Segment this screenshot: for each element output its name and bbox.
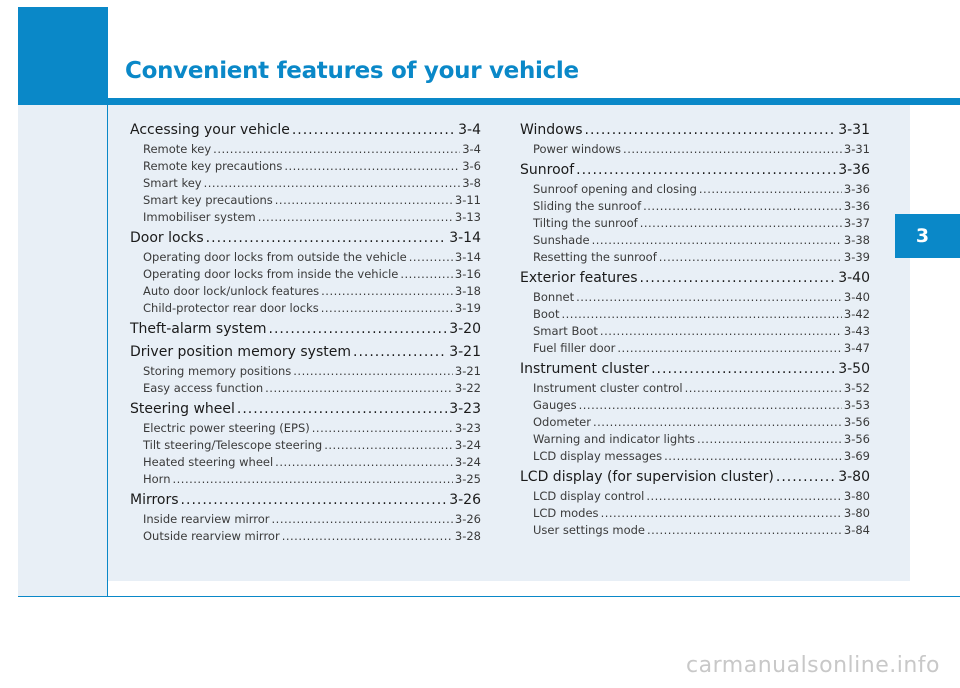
toc-section-title: Exterior features [520, 270, 638, 286]
toc-leader-dots [275, 193, 453, 207]
toc-entry-label: Smart key [143, 176, 202, 190]
toc-leader-dots [561, 307, 841, 321]
toc-section-title: Theft-alarm system [130, 321, 267, 337]
toc-leader-dots [213, 142, 460, 156]
toc-leader-dots [265, 381, 453, 395]
toc-entry-page: 3-8 [462, 176, 481, 190]
toc-entry[interactable] [520, 506, 870, 523]
watermark: carmanualsonline.info [686, 653, 940, 678]
toc-entry-label: Tilting the sunroof [533, 216, 638, 230]
toc-entry-page: 3-24 [454, 438, 481, 452]
toc-leader-dots [409, 250, 453, 264]
toc-entry-page: 3-80 [843, 506, 870, 520]
toc-section[interactable] [520, 122, 870, 142]
toc-section-page: 3-21 [449, 344, 481, 360]
toc-entry-label: LCD display messages [533, 449, 663, 463]
toc-section-title: Driver position memory system [130, 344, 351, 360]
toc-leader-dots [284, 159, 460, 173]
toc-entry[interactable] [130, 301, 481, 318]
toc-entry-page: 3-53 [843, 398, 870, 412]
toc-entry-label: Heated steering wheel [143, 455, 274, 469]
toc-entry[interactable] [520, 290, 870, 307]
toc-entry[interactable] [130, 364, 481, 381]
toc-entry-page: 3-25 [454, 472, 481, 486]
toc-leader-dots [579, 398, 842, 412]
toc-leader-dots [685, 381, 842, 395]
toc-leader-dots [646, 489, 842, 503]
toc-entry-label: Resetting the sunroof [533, 250, 657, 264]
toc-entry-page: 3-31 [843, 142, 870, 156]
toc-section-title: Windows [520, 122, 583, 138]
toc-entry[interactable] [520, 324, 870, 341]
toc-leader-dots [258, 210, 453, 224]
toc-entry-page: 3-24 [454, 455, 481, 469]
toc-entry-label: Instrument cluster control [533, 381, 683, 395]
toc-entry-label: Gauges [533, 398, 577, 412]
toc-leader-dots [600, 324, 842, 338]
toc-entry-label: Storing memory positions [143, 364, 292, 378]
toc-entry[interactable] [520, 432, 870, 449]
toc-entry-page: 3-47 [843, 341, 870, 355]
toc-section[interactable] [130, 230, 481, 250]
toc-entry[interactable] [520, 307, 870, 324]
toc-entry-label: Inside rearview mirror [143, 512, 270, 526]
toc-entry-label: User settings mode [533, 523, 645, 537]
toc-leader-dots [651, 361, 836, 377]
toc-entry-page: 3-11 [454, 193, 481, 207]
toc-leader-dots [282, 529, 453, 543]
toc-leader-dots [643, 199, 842, 213]
toc-entry-label: Sunshade [533, 233, 590, 247]
toc-section-page: 3-4 [458, 122, 481, 138]
toc-entry-page: 3-80 [843, 489, 870, 503]
toc-leader-dots [647, 523, 842, 537]
toc-entry[interactable] [130, 267, 481, 284]
toc-entry[interactable] [520, 182, 870, 199]
toc-entry-page: 3-38 [843, 233, 870, 247]
toc-section-page: 3-26 [449, 492, 481, 508]
toc-entry-label: Odometer [533, 415, 591, 429]
toc-section[interactable] [130, 401, 481, 421]
toc-entry-page: 3-14 [454, 250, 481, 264]
toc-leader-dots [617, 341, 841, 355]
toc-entry-label: Remote key [143, 142, 212, 156]
toc-entry[interactable] [520, 523, 870, 540]
toc-entry-label: Easy access function [143, 381, 264, 395]
toc-entry-label: Horn [143, 472, 171, 486]
toc-section-page: 3-23 [449, 401, 481, 417]
toc-leader-dots [592, 233, 842, 247]
toc-entry-page: 3-36 [843, 182, 870, 196]
toc-leader-dots [275, 455, 453, 469]
toc-entry[interactable] [520, 233, 870, 250]
toc-section[interactable] [520, 270, 870, 290]
toc-entry-page: 3-56 [843, 415, 870, 429]
toc-entry-label: Operating door locks from inside the vehicle [143, 267, 399, 281]
toc-entry[interactable] [130, 210, 481, 227]
toc-leader-dots [776, 469, 836, 485]
toc-entry[interactable] [130, 421, 481, 438]
toc-entry[interactable] [130, 193, 481, 210]
toc-entry-label: LCD display control [533, 489, 645, 503]
toc-section[interactable] [130, 492, 481, 512]
toc-entry-label: Power windows [533, 142, 622, 156]
toc-section-title: Sunroof [520, 162, 575, 178]
toc-section[interactable] [520, 469, 870, 489]
page-header [108, 7, 960, 105]
toc-left-column [130, 122, 481, 546]
toc-section-title: Mirrors [130, 492, 179, 508]
toc-entry[interactable] [130, 472, 481, 489]
toc-leader-dots [293, 364, 453, 378]
toc-entry-page: 3-28 [454, 529, 481, 543]
toc-entry[interactable] [130, 381, 481, 398]
toc-leader-dots [400, 267, 453, 281]
toc-leader-dots [659, 250, 842, 264]
toc-leader-dots [321, 301, 453, 315]
toc-leader-dots [204, 176, 461, 190]
toc-entry-page: 3-21 [454, 364, 481, 378]
chapter-side-bar [18, 7, 108, 597]
toc-leader-dots [173, 472, 453, 486]
toc-leader-dots [272, 512, 453, 526]
toc-entry-page: 3-56 [843, 432, 870, 446]
toc-entry-page: 3-19 [454, 301, 481, 315]
toc-entry-page: 3-43 [843, 324, 870, 338]
toc-leader-dots [292, 122, 456, 138]
toc-entry-page: 3-42 [843, 307, 870, 321]
toc-section-title: Accessing your vehicle [130, 122, 290, 138]
chapter-tab[interactable] [895, 214, 960, 258]
toc-entry-label: Boot [533, 307, 560, 321]
toc-section-title: Instrument cluster [520, 361, 650, 377]
toc-entry-page: 3-23 [454, 421, 481, 435]
toc-entry-page: 3-36 [843, 199, 870, 213]
toc-entry-label: Auto door lock/unlock features [143, 284, 320, 298]
toc-leader-dots [699, 182, 842, 196]
toc-entry[interactable] [130, 438, 481, 455]
toc-right-column [520, 122, 870, 540]
toc-entry[interactable] [520, 250, 870, 267]
toc-section[interactable] [130, 321, 481, 341]
toc-leader-dots [321, 284, 453, 298]
toc-entry-page: 3-39 [843, 250, 870, 264]
toc-section-page: 3-31 [838, 122, 870, 138]
toc-entry-label: Sliding the sunroof [533, 199, 642, 213]
toc-entry-page: 3-22 [454, 381, 481, 395]
toc-entry[interactable] [520, 381, 870, 398]
toc-entry-page: 3-6 [462, 159, 481, 173]
toc-section-page: 3-20 [449, 321, 481, 337]
toc-leader-dots [237, 401, 447, 417]
toc-entry-label: Immobiliser system [143, 210, 256, 224]
toc-entry-label: Remote key precautions [143, 159, 283, 173]
chapter-corner-block [18, 7, 108, 105]
toc-entry[interactable] [130, 250, 481, 267]
toc-section-title: Steering wheel [130, 401, 235, 417]
toc-entry-label: Tilt steering/Telescope steering [143, 438, 323, 452]
toc-entry-page: 3-40 [843, 290, 870, 304]
toc-entry-page: 3-4 [462, 142, 481, 156]
toc-leader-dots [269, 321, 448, 337]
toc-entry-page: 3-18 [454, 284, 481, 298]
toc-entry-page: 3-52 [843, 381, 870, 395]
toc-entry-label: Bonnet [533, 290, 575, 304]
toc-entry-page: 3-16 [454, 267, 481, 281]
toc-entry[interactable] [520, 341, 870, 358]
toc-entry[interactable] [520, 489, 870, 506]
toc-entry[interactable] [520, 142, 870, 159]
toc-section[interactable] [520, 361, 870, 381]
toc-section-page: 3-80 [838, 469, 870, 485]
toc-leader-dots [206, 230, 448, 246]
toc-leader-dots [576, 290, 842, 304]
toc-entry[interactable] [130, 284, 481, 301]
toc-entry-label: Fuel filler door [533, 341, 616, 355]
toc-entry[interactable] [130, 176, 481, 193]
chapter-number: 3 [915, 225, 930, 247]
toc-leader-dots [576, 162, 836, 178]
toc-leader-dots [312, 421, 453, 435]
toc-section-page: 3-14 [449, 230, 481, 246]
page-title: Convenient features of your vehicle [125, 58, 579, 84]
toc-entry[interactable] [520, 216, 870, 233]
toc-entry-page: 3-37 [843, 216, 870, 230]
toc-entry[interactable] [520, 398, 870, 415]
toc-entry-label: Operating door locks from outside the vehicle [143, 250, 407, 264]
toc-section-page: 3-50 [838, 361, 870, 377]
toc-entry[interactable] [520, 199, 870, 216]
toc-section[interactable] [520, 162, 870, 182]
toc-entry[interactable] [130, 159, 481, 176]
toc-entry-page: 3-13 [454, 210, 481, 224]
toc-leader-dots [601, 506, 842, 520]
toc-entry[interactable] [130, 142, 481, 159]
toc-section[interactable] [130, 122, 481, 142]
toc-entry-page: 3-69 [843, 449, 870, 463]
toc-entry-label: Warning and indicator lights [533, 432, 695, 446]
toc-leader-dots [697, 432, 842, 446]
toc-leader-dots [623, 142, 842, 156]
toc-leader-dots [353, 344, 447, 360]
title-underline [108, 98, 960, 105]
toc-section[interactable] [130, 344, 481, 364]
toc-leader-dots [640, 270, 837, 286]
toc-section-title: LCD display (for supervision cluster) [520, 469, 774, 485]
toc-entry-label: Electric power steering (EPS) [143, 421, 310, 435]
toc-entry-label: LCD modes [533, 506, 599, 520]
toc-entry[interactable] [520, 449, 870, 466]
toc-leader-dots [324, 438, 453, 452]
toc-entry-label: Outside rearview mirror [143, 529, 280, 543]
toc-entry[interactable] [130, 455, 481, 472]
toc-leader-dots [181, 492, 448, 508]
toc-entry-label: Child-protector rear door locks [143, 301, 319, 315]
footer-divider-line [18, 596, 960, 597]
toc-leader-dots [585, 122, 837, 138]
toc-entry[interactable] [520, 415, 870, 432]
toc-section-page: 3-36 [838, 162, 870, 178]
toc-entry-label: Smart Boot [533, 324, 598, 338]
toc-entry-label: Sunroof opening and closing [533, 182, 697, 196]
toc-section-title: Door locks [130, 230, 204, 246]
toc-leader-dots [664, 449, 842, 463]
toc-entry-label: Smart key precautions [143, 193, 273, 207]
toc-leader-dots [640, 216, 842, 230]
toc-entry-page: 3-26 [454, 512, 481, 526]
toc-entry[interactable] [130, 512, 481, 529]
toc-entry[interactable] [130, 529, 481, 546]
toc-leader-dots [593, 415, 842, 429]
toc-section-page: 3-40 [838, 270, 870, 286]
toc-entry-page: 3-84 [843, 523, 870, 537]
